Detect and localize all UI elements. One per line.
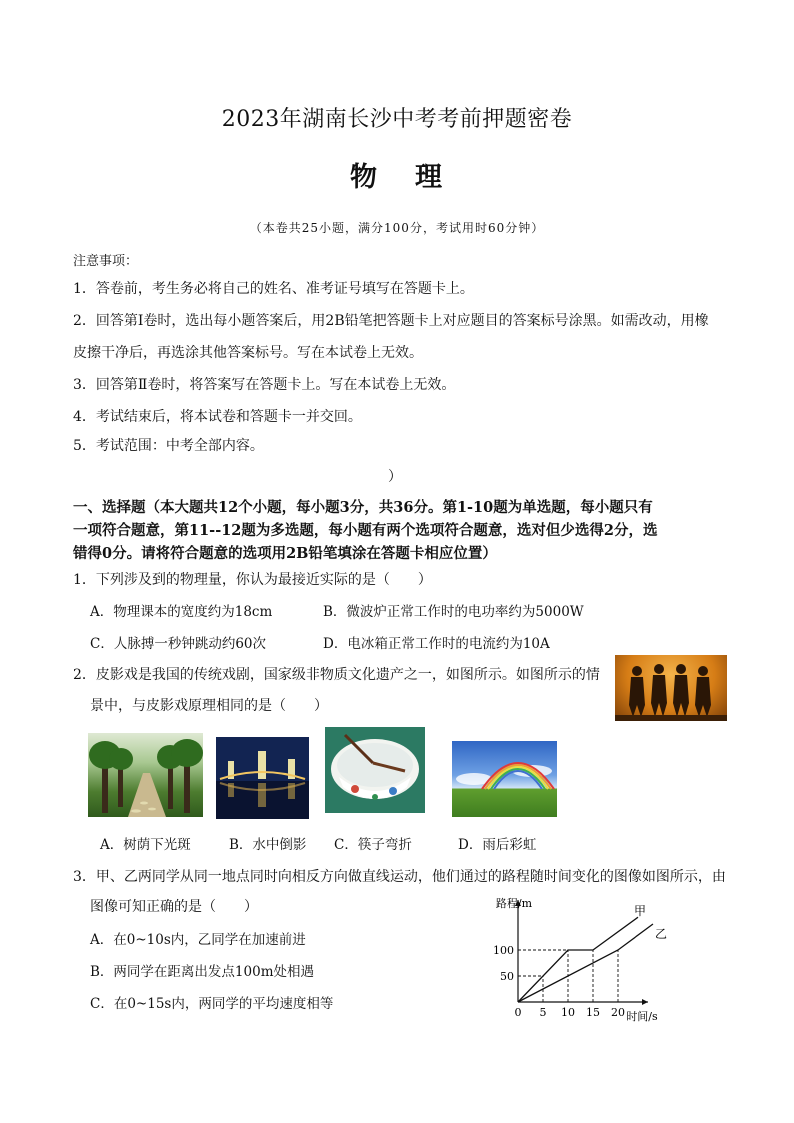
q3-option-b: B．两同学在距离出发点100m处相遇 — [90, 964, 314, 980]
q2-option-d: D．雨后彩虹 — [458, 837, 537, 853]
notice-item-2a: 2．回答第Ⅰ卷时，选出每小题答案后，用2B铅笔把答题卡上对应题目的答案标号涂黑。如需改动，用橡 — [73, 313, 709, 329]
q2-option-b: B．水中倒影 — [229, 837, 307, 853]
x-axis-arrow — [642, 999, 648, 1005]
q2-option-a: A．树荫下光斑 — [100, 837, 191, 853]
y-tick-label: 50 — [500, 970, 514, 983]
bent-chopsticks-image — [325, 727, 425, 813]
rainbow-image — [452, 741, 557, 817]
series-line — [518, 924, 653, 1002]
q2-option-c: C．筷子弯折 — [334, 837, 412, 853]
subject-title — [0, 155, 794, 194]
subject-char-1: 物 — [350, 162, 379, 193]
distance-time-chart — [470, 892, 700, 1022]
stray-paren: ） — [388, 469, 402, 485]
q2-stem-line2: 景中，与皮影戏原理相同的是（ ） — [90, 698, 328, 714]
subject-char-2: 理 — [415, 162, 444, 193]
x-axis-label: 时间/s — [626, 1010, 658, 1022]
q1-option-c: C．人脉搏一秒钟跳动约60次 — [90, 636, 267, 652]
exam-note: （本卷共25小题，满分100分，考试用时60分钟） — [249, 221, 545, 235]
q1-option-d: D．电冰箱正常工作时的电流约为10A — [323, 636, 550, 652]
tree-shade-image — [88, 733, 203, 817]
notice-item-1: 1．答卷前，考生务必将自己的姓名、准考证号填写在答题卡上。 — [73, 281, 474, 297]
series-line — [518, 917, 638, 1002]
exam-title: 2023年湖南长沙中考考前押题密卷 — [221, 107, 573, 132]
notice-heading: 注意事项： — [73, 254, 139, 269]
section1-line2: 一项符合题意，第11--12题为多选题，每小题有两个选项符合题意，选对但少选得2分，选 — [73, 522, 658, 539]
notice-item-4: 4．考试结束后，将本试卷和答题卡一并交回。 — [73, 409, 362, 425]
x-tick-label: 5 — [539, 1006, 547, 1019]
q1-stem: 1．下列涉及到的物理量，你认为最接近实际的是（ ） — [73, 572, 432, 588]
q3-stem-line2: 图像可知正确的是（ ） — [90, 899, 258, 915]
water-reflection-image — [216, 737, 309, 819]
q3-option-c: C．在0~15s内，两同学的平均速度相等 — [90, 996, 334, 1012]
notice-item-5: 5．考试范围：中考全部内容。 — [73, 438, 264, 454]
x-tick-label: 20 — [611, 1006, 625, 1019]
q3-option-a: A．在0~10s内，乙同学在加速前进 — [90, 932, 306, 948]
origin-label: 0 — [514, 1006, 522, 1019]
q1-option-b: B．微波炉正常工作时的电功率约为5000W — [323, 604, 584, 620]
q1-option-a: A．物理课本的宽度约为18cm — [90, 604, 273, 620]
series-legend-label: 甲 — [634, 904, 647, 919]
section1-line1: 一、选择题（本大题共12个小题，每小题3分，共36分。第1-10题为单选题，每小题只有 — [73, 499, 653, 516]
section1-line3: 错得0分。请将符合题意的选项用2B铅笔填涂在答题卡相应位置） — [73, 545, 497, 562]
notice-item-2b: 皮擦干净后，再选涂其他答案标号。写在本试卷上无效。 — [73, 345, 423, 361]
x-tick-label: 15 — [586, 1006, 600, 1019]
notice-item-3: 3．回答第Ⅱ卷时，将答案写在答题卡上。写在本试卷上无效。 — [73, 377, 456, 393]
y-axis-label: 路程/m — [495, 897, 533, 910]
x-tick-label: 10 — [561, 1006, 575, 1019]
series-legend-label: 乙 — [655, 927, 668, 941]
shadow-play-image — [615, 655, 727, 721]
q3-stem-line1: 3．甲、乙两同学从同一地点同时向相反方向做直线运动，他们通过的路程随时间变化的图像如图所示，由 — [73, 869, 726, 885]
y-tick-label: 100 — [493, 944, 514, 957]
q2-stem-line1: 2．皮影戏是我国的传统戏剧，国家级非物质文化遗产之一，如图所示。如图所示的情 — [73, 667, 600, 683]
